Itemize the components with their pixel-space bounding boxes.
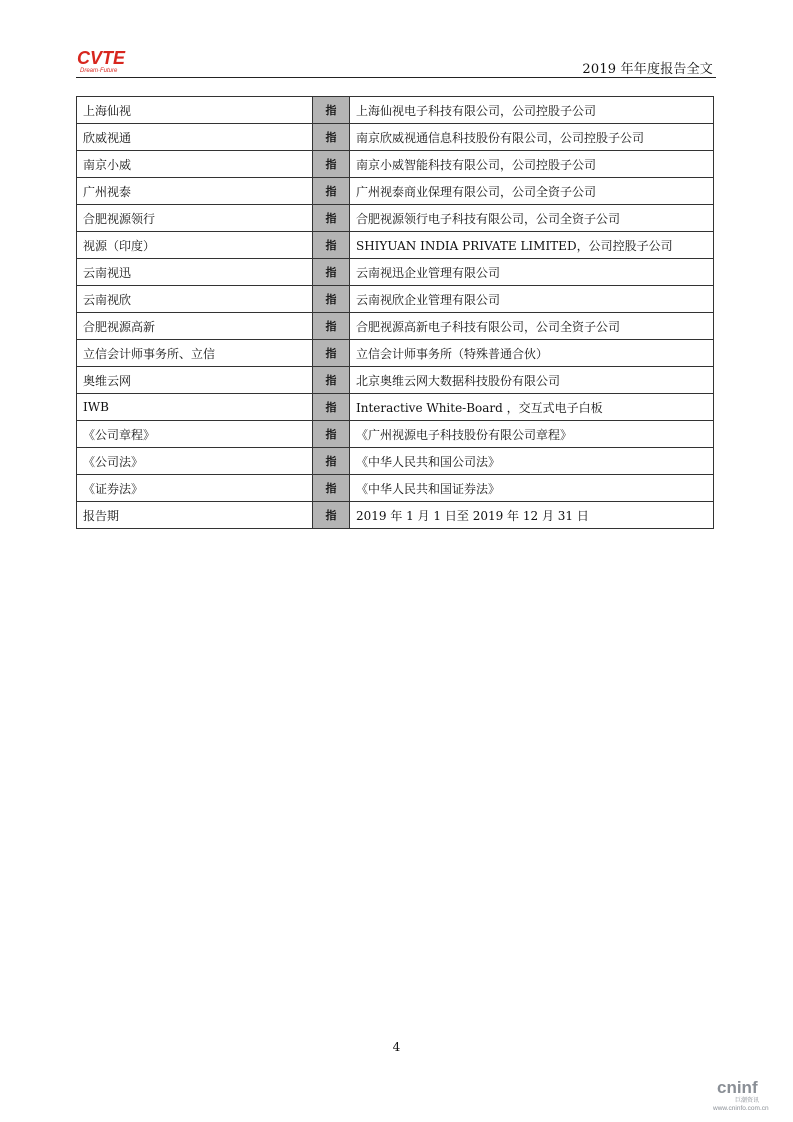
table-row: [77, 259, 714, 286]
row-definition: 上海仙视电子科技有限公司，公司控股子公司: [350, 97, 714, 124]
row-term: 南京小威: [77, 151, 313, 178]
row-separator: 指: [313, 448, 350, 475]
logo-tagline: Dream·Future: [80, 68, 118, 74]
row-separator: 指: [313, 502, 350, 529]
table-row: [77, 232, 714, 259]
table-row: [77, 313, 714, 340]
cninfo-watermark: [713, 1073, 785, 1113]
table-row: [77, 124, 714, 151]
row-definition: SHIYUAN INDIA PRIVATE LIMITED，公司控股子公司: [350, 232, 714, 259]
cvte-logo: [77, 48, 137, 74]
row-definition: 南京欣威视通信息科技股份有限公司，公司控股子公司: [350, 124, 714, 151]
row-term: 合肥视源高新: [77, 313, 313, 340]
table-row: [77, 340, 714, 367]
table-row: [77, 475, 714, 502]
row-definition: 《中华人民共和国公司法》: [350, 448, 714, 475]
row-term: 《证券法》: [77, 475, 313, 502]
row-definition: 合肥视源领行电子科技有限公司，公司全资子公司: [350, 205, 714, 232]
watermark-sub: 巨潮资讯: [735, 1098, 760, 1104]
row-definition: 合肥视源高新电子科技有限公司，公司全资子公司: [350, 313, 714, 340]
row-term: IWB: [77, 394, 313, 421]
row-separator: 指: [313, 313, 350, 340]
row-definition: 广州视泰商业保理有限公司，公司全资子公司: [350, 178, 714, 205]
report-title: 2019 年年度报告全文: [582, 62, 713, 77]
row-definition: 南京小威智能科技有限公司，公司控股子公司: [350, 151, 714, 178]
row-term: 《公司法》: [77, 448, 313, 475]
watermark-logo-text: cninf: [717, 1078, 758, 1097]
definitions-table: [76, 96, 714, 529]
row-separator: 指: [313, 151, 350, 178]
row-term: 云南视迅: [77, 259, 313, 286]
row-separator: 指: [313, 394, 350, 421]
table-row: [77, 205, 714, 232]
row-term: 视源（印度）: [77, 232, 313, 259]
table-row: [77, 178, 714, 205]
row-separator: 指: [313, 232, 350, 259]
watermark-url: www.cninfo.com.cn: [713, 1105, 769, 1112]
row-separator: 指: [313, 421, 350, 448]
row-term: 云南视欣: [77, 286, 313, 313]
page-number: 4: [392, 1040, 401, 1054]
row-term: 《公司章程》: [77, 421, 313, 448]
table-row: [77, 151, 714, 178]
table-row: [77, 394, 714, 421]
row-term: 奥维云网: [77, 367, 313, 394]
row-term: 上海仙视: [77, 97, 313, 124]
row-definition: 2019 年 1 月 1 日至 2019 年 12 月 31 日: [350, 502, 714, 529]
row-separator: 指: [313, 124, 350, 151]
table-row: [77, 97, 714, 124]
row-separator: 指: [313, 178, 350, 205]
row-definition: 云南视迅企业管理有限公司: [350, 259, 714, 286]
row-separator: 指: [313, 205, 350, 232]
row-separator: 指: [313, 475, 350, 502]
row-term: 欣威视通: [77, 124, 313, 151]
row-term: 广州视泰: [77, 178, 313, 205]
row-separator: 指: [313, 97, 350, 124]
table-row: [77, 367, 714, 394]
row-definition: 云南视欣企业管理有限公司: [350, 286, 714, 313]
row-separator: 指: [313, 367, 350, 394]
row-separator: 指: [313, 286, 350, 313]
row-separator: 指: [313, 340, 350, 367]
table-row: [77, 448, 714, 475]
row-separator: 指: [313, 259, 350, 286]
row-term: 立信会计师事务所、立信: [77, 340, 313, 367]
row-definition: 立信会计师事务所（特殊普通合伙）: [350, 340, 714, 367]
row-definition: 北京奥维云网大数据科技股份有限公司: [350, 367, 714, 394]
logo-text: CVTE: [77, 48, 126, 68]
row-definition: Interactive White-Board ，交互式电子白板: [350, 394, 714, 421]
row-definition: 《中华人民共和国证券法》: [350, 475, 714, 502]
table-row: [77, 502, 714, 529]
header-divider: [76, 77, 716, 78]
table-row: [77, 286, 714, 313]
row-definition: 《广州视源电子科技股份有限公司章程》: [350, 421, 714, 448]
table-row: [77, 421, 714, 448]
row-term: 报告期: [77, 502, 313, 529]
row-term: 合肥视源领行: [77, 205, 313, 232]
